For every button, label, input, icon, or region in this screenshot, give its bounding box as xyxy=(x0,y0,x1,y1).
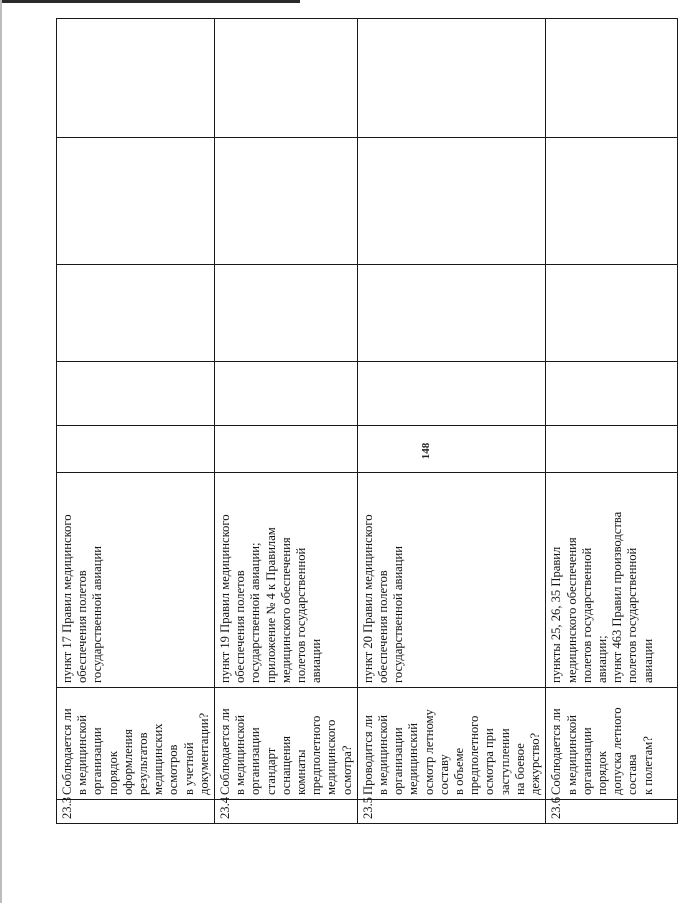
empty-cell xyxy=(57,19,215,138)
checklist-table-rotated xyxy=(56,19,655,824)
empty-cell xyxy=(546,265,678,362)
empty-cell xyxy=(215,265,358,362)
empty-cell xyxy=(546,19,678,138)
row-number: 23.6 xyxy=(546,800,678,824)
reference-cell: пункты 25, 26, 35 Правил медицинского обеспечения полетов государственной авиации; пункт 463 Правил производства полетов государственной авиации xyxy=(546,473,678,688)
table-row xyxy=(546,19,678,824)
table-row xyxy=(357,19,545,824)
empty-cell xyxy=(57,426,215,473)
question-cell: Соблюдается ли в медицинской организации стандарт оснащения комнаты предполетного медицинского осмотра? xyxy=(215,688,358,800)
empty-cell xyxy=(215,362,358,426)
empty-cell xyxy=(357,362,545,426)
empty-cell xyxy=(546,138,678,265)
empty-cell xyxy=(57,138,215,265)
reference-cell: пункт 20 Правил медицинского обеспечения полетов государственной авиации xyxy=(357,473,545,688)
empty-cell xyxy=(357,19,545,138)
question-cell: Проводится ли в медицинской организации медицинский осмотр летному составу в объеме предполетного осмотра при заступлении на боевое дежурство? xyxy=(357,688,545,800)
empty-cell xyxy=(546,426,678,473)
empty-cell xyxy=(357,138,545,265)
empty-cell xyxy=(215,138,358,265)
row-number: 23.5 xyxy=(357,800,545,824)
empty-cell xyxy=(215,426,358,473)
table-row xyxy=(57,19,215,824)
empty-cell xyxy=(357,426,545,473)
page-number: 148 xyxy=(420,442,432,460)
question-cell: Соблюдается ли в медицинской организации порядок оформления результатов медицинских осмотров в учетной документации? xyxy=(57,688,215,800)
row-number: 23.3 xyxy=(57,800,215,824)
empty-cell xyxy=(357,265,545,362)
table-row xyxy=(215,19,358,824)
reference-cell: пункт 17 Правил медицинского обеспечения полетов государственной авиации xyxy=(57,473,215,688)
scan-edge-top xyxy=(0,0,300,3)
reference-cell: пункт 19 Правил медицинского обеспечения полетов государственной авиации; приложение № 4 к Правилам медицинского обеспечения полетов государственной авиации xyxy=(215,473,358,688)
checklist-table xyxy=(56,18,678,824)
question-cell: Соблюдается ли в медицинской организации порядок допуска летного состава к полетам? xyxy=(546,688,678,800)
empty-cell xyxy=(57,362,215,426)
scan-edge-left xyxy=(0,0,2,903)
row-number: 23.4 xyxy=(215,800,358,824)
empty-cell xyxy=(215,19,358,138)
empty-cell xyxy=(57,265,215,362)
empty-cell xyxy=(546,362,678,426)
